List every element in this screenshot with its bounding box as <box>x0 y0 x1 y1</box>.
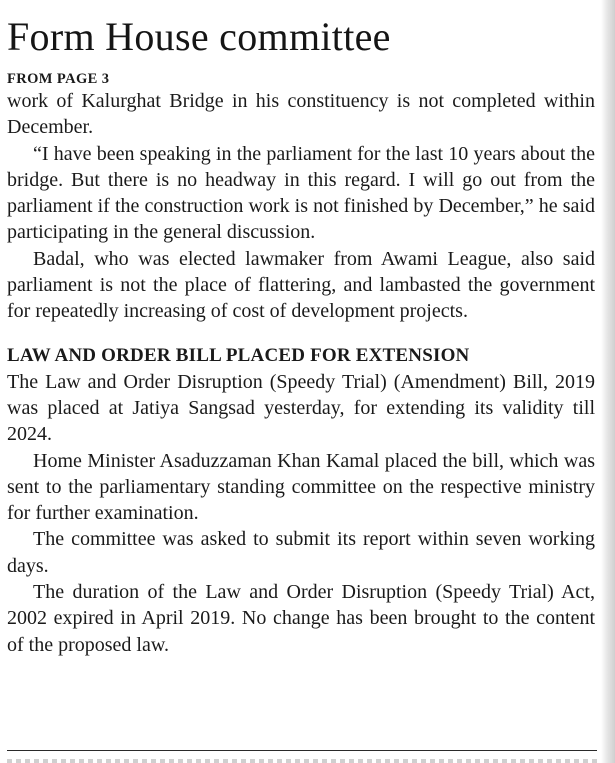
column-rule <box>7 750 597 751</box>
body-paragraph: Badal, who was elected lawmaker from Awami League, also said parliament is not the place of flattering, and lambasted the government for repeatedly increasing of cost of development projects. <box>7 247 595 323</box>
body-paragraph: The committee was asked to submit its report within seven working days. <box>7 528 595 577</box>
body-paragraph: work of Kalurghat Bridge in his constituency is not completed within December. <box>7 90 595 139</box>
section-subhead: LAW AND ORDER BILL PLACED FOR EXTENSION <box>7 344 470 366</box>
body-paragraph: “I have been speaking in the parliament for the last 10 years about the bridge. But there is no headway in this regard. I will go out from the parliament if the construction work is not finished by December,” he said participating in the general discussion. <box>7 142 595 244</box>
dateline: FROM PAGE 3 <box>7 71 110 87</box>
body-paragraph: Home Minister Asaduzzaman Khan Kamal placed the bill, which was sent to the parliamentary standing committee on the respective ministry for further examination. <box>7 449 595 525</box>
body-paragraph: The duration of the Law and Order Disruption (Speedy Trial) Act, 2002 expired in April 2019. No change has been brought to the content of the proposed law. <box>7 581 595 656</box>
scan-edge-shadow <box>601 0 615 763</box>
cropped-next-line <box>7 756 597 763</box>
headline: Form House committee <box>7 14 391 59</box>
body-paragraph: The Law and Order Disruption (Speedy Trial) (Amendment) Bill, 2019 was placed at Jatiya Sangsad yesterday, for extending its validity till 2024. <box>7 370 595 446</box>
article-column <box>7 0 595 658</box>
